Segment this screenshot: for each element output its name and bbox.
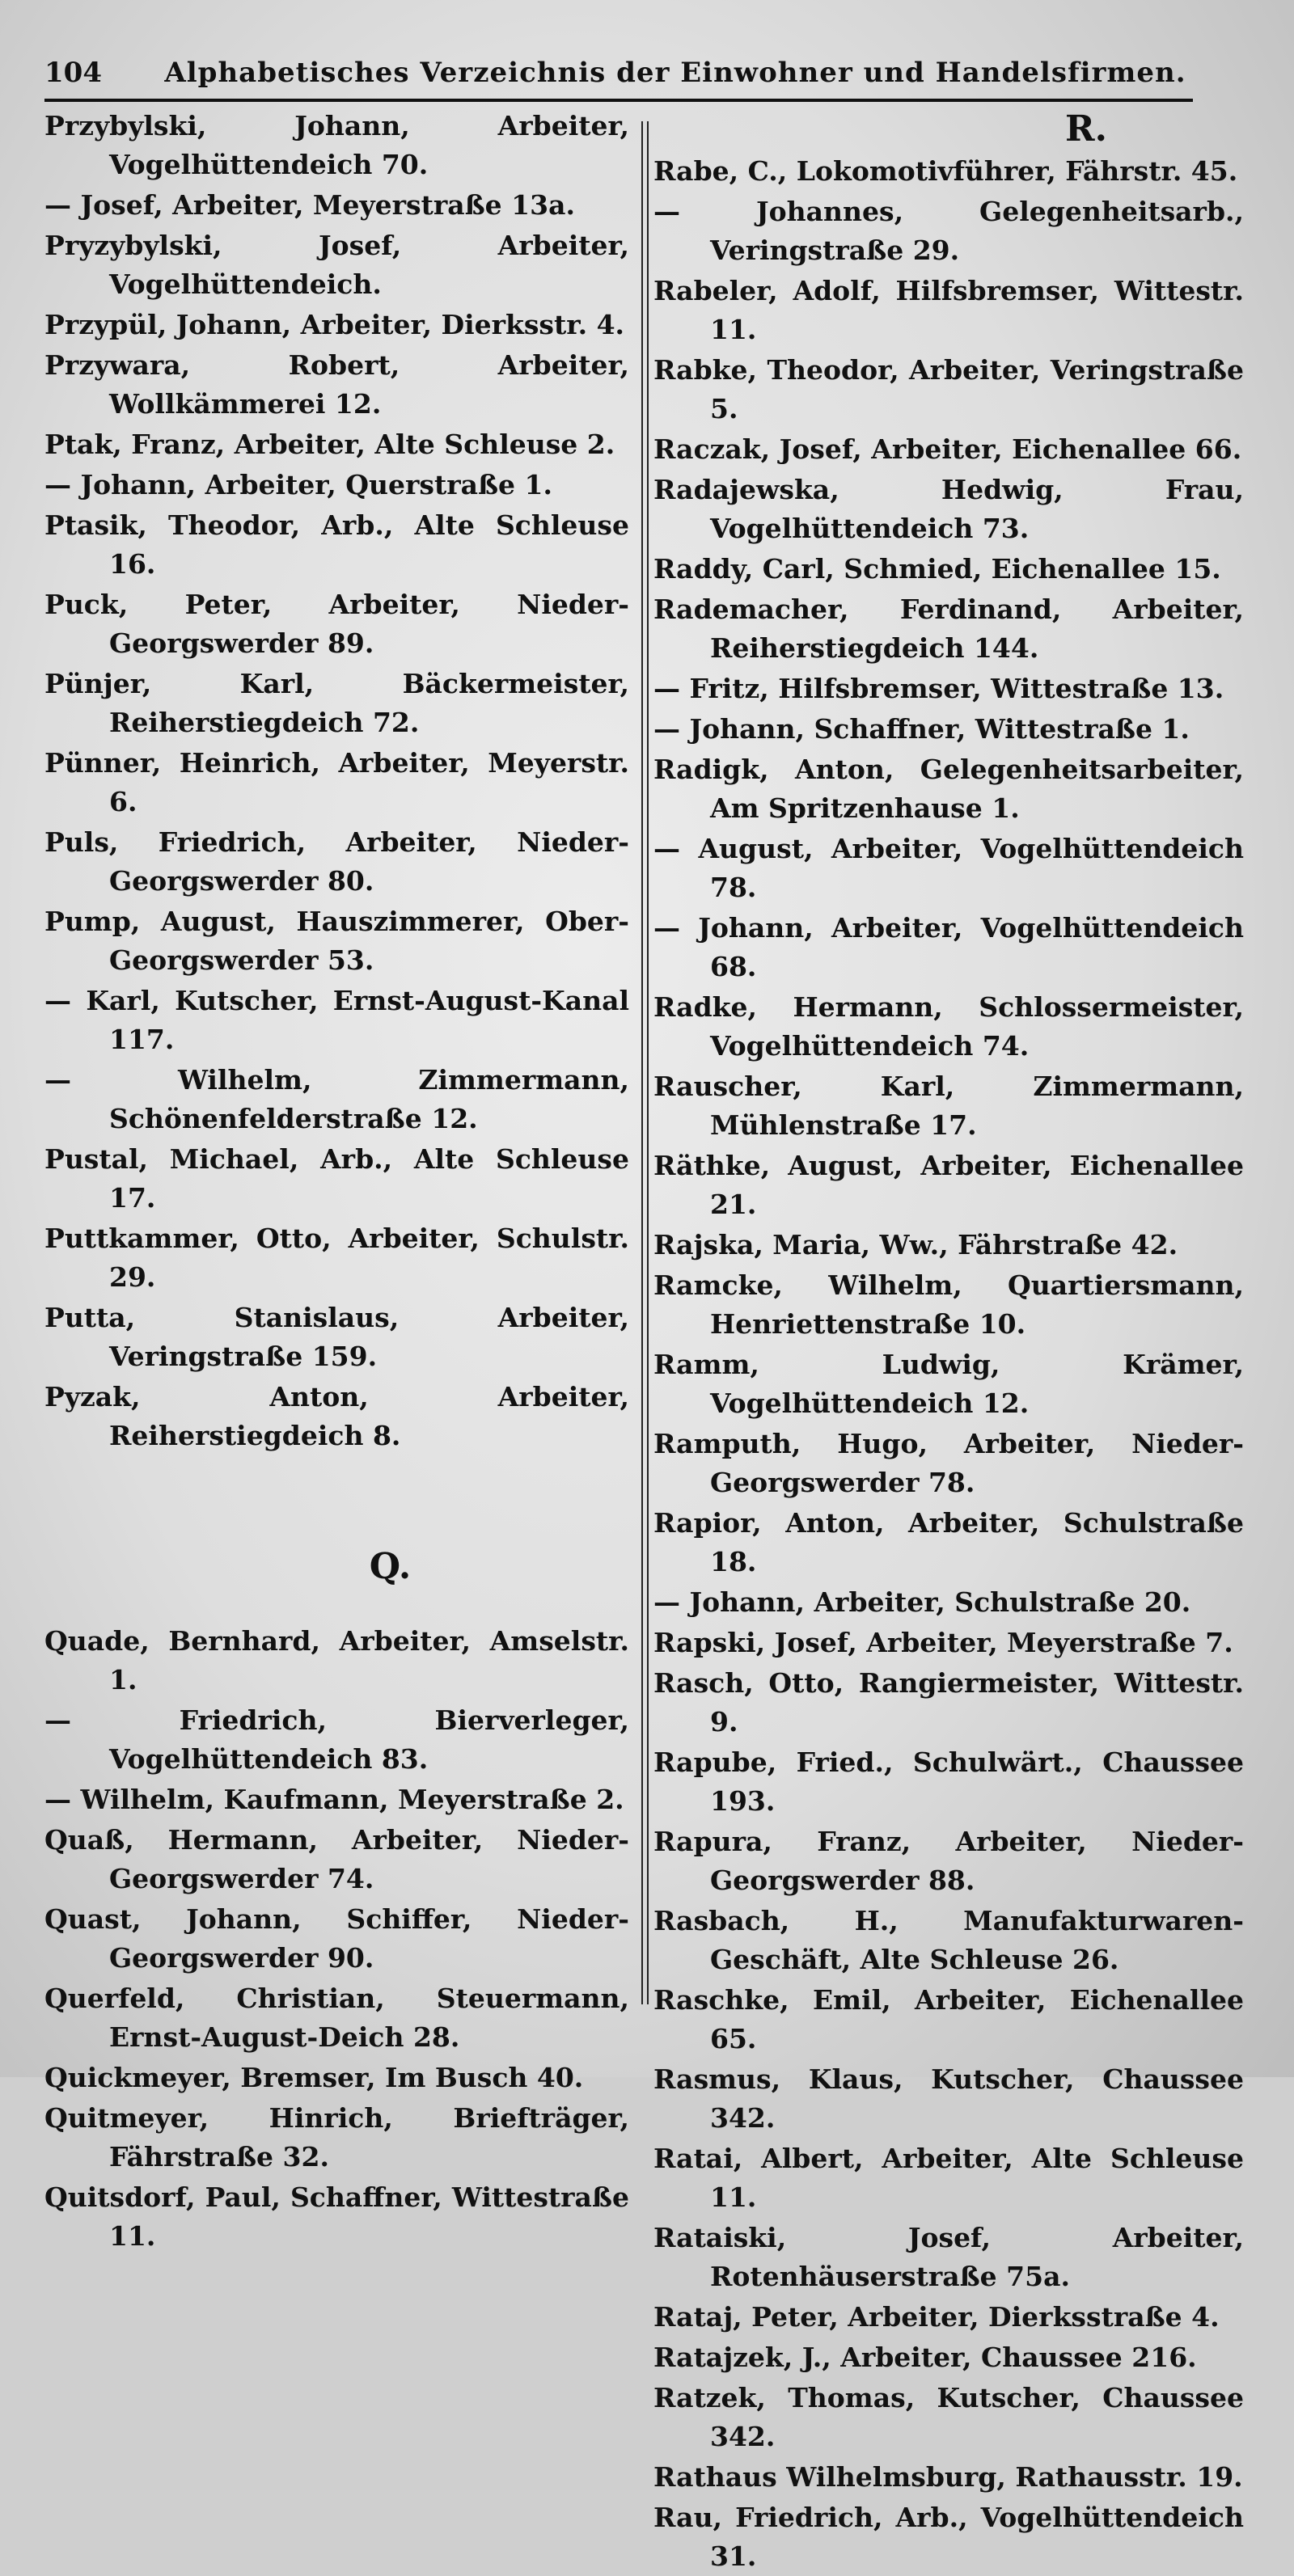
page-header (44, 49, 1193, 97)
directory-entry: Rabeler, Adolf, Hilfsbremser, Wittestr. 11. (653, 275, 1244, 345)
section-letter-r: R. (1065, 108, 1107, 150)
directory-entry: Rau, Friedrich, Arb., Vogelhüttendeich 31. (653, 2502, 1244, 2572)
directory-entry: Rapube, Fried., Schulwärt., Chaussee 193. (653, 1746, 1244, 1817)
directory-entry: Putta, Stanislaus, Arbeiter, Veringstraße 159. (44, 1302, 629, 1372)
directory-entry: Raschke, Emil, Arbeiter, Eichenallee 65. (653, 1984, 1244, 2054)
directory-entry: Quast, Johann, Schiffer, Nieder-Georgswerder 90. (44, 1903, 629, 1974)
directory-entry: — Wilhelm, Kaufmann, Meyerstraße 2. (44, 1784, 624, 1815)
directory-entry: Radajewska, Hedwig, Frau, Vogelhüttendeich 73. (653, 474, 1244, 544)
directory-entry: Querfeld, Christian, Steuermann, Ernst-August-Deich 28. (44, 1983, 629, 2053)
directory-entry: Radke, Hermann, Schlossermeister, Vogelhüttendeich 74. (653, 991, 1244, 1062)
directory-entry: Pump, August, Hauszimmerer, Ober-Georgswerder 53. (44, 906, 629, 976)
directory-entry: Rathaus Wilhelmsburg, Rathausstr. 19. (653, 2461, 1243, 2493)
directory-entry: Puls, Friedrich, Arbeiter, Nieder-Georgswerder 80. (44, 826, 629, 897)
directory-entry: Rataiski, Josef, Arbeiter, Rotenhäuserstraße 75a. (653, 2222, 1244, 2292)
directory-entry: Rasbach, H., Manufakturwaren-Geschäft, Alte Schleuse 26. (653, 1905, 1244, 1975)
running-title: Alphabetisches Verzeichnis der Einwohner und Handelsfirmen. (164, 57, 1186, 89)
directory-entry: Pustal, Michael, Arb., Alte Schleuse 17. (44, 1143, 629, 1214)
directory-entry: Pyzak, Anton, Arbeiter, Reiherstiegdeich 8. (44, 1381, 629, 1451)
directory-entry: — Wilhelm, Zimmermann, Schönenfelderstraße 12. (44, 1064, 629, 1134)
entries-p (44, 107, 639, 1455)
directory-entry: — Josef, Arbeiter, Meyerstraße 13a. (44, 189, 575, 221)
directory-entry: Przybylski, Johann, Arbeiter, Vogelhüttendeich 70. (44, 110, 629, 180)
section-letter-q: Q. (369, 1546, 412, 1587)
page-number: 104 (44, 57, 102, 89)
column-divider (641, 121, 649, 2004)
directory-entry: Ptasik, Theodor, Arb., Alte Schleuse 16. (44, 509, 629, 580)
directory-entry: Rasmus, Klaus, Kutscher, Chaussee 342. (653, 2063, 1244, 2134)
directory-entry: Rapura, Franz, Arbeiter, Nieder-Georgswerder 88. (653, 1826, 1244, 1896)
directory-entry: Radigk, Anton, Gelegenheitsarbeiter, Am Spritzenhause 1. (653, 754, 1244, 824)
directory-entry: Przypül, Johann, Arbeiter, Dierksstr. 4. (44, 309, 625, 340)
directory-entry: Puttkammer, Otto, Arbeiter, Schulstr. 29. (44, 1223, 629, 1293)
right-column (653, 107, 1252, 2572)
directory-entry: Ramcke, Wilhelm, Quartiersmann, Henriettenstraße 10. (653, 1269, 1244, 1340)
directory-entry: Quade, Bernhard, Arbeiter, Amselstr. 1. (44, 1625, 629, 1696)
directory-entry: Rabke, Theodor, Arbeiter, Veringstraße 5. (653, 354, 1244, 424)
directory-entry: — August, Arbeiter, Vogelhüttendeich 78. (653, 833, 1244, 903)
directory-entry: Quickmeyer, Bremser, Im Busch 40. (44, 2062, 584, 2093)
directory-entry: Ramm, Ludwig, Krämer, Vogelhüttendeich 12. (653, 1349, 1244, 1419)
directory-entry: Ptak, Franz, Arbeiter, Alte Schleuse 2. (44, 429, 615, 460)
directory-entry: Pryzybylski, Josef, Arbeiter, Vogelhüttendeich. (44, 230, 629, 300)
directory-entry: Przywara, Robert, Arbeiter, Wollkämmerei 12. (44, 349, 629, 420)
directory-entry: Rabe, C., Lokomotivführer, Fährstr. 45. (653, 155, 1238, 187)
directory-entry: Quitsdorf, Paul, Schaffner, Wittestraße 11. (44, 2181, 629, 2252)
directory-entry: Raddy, Carl, Schmied, Eichenallee 15. (653, 553, 1221, 585)
directory-entry: Ratai, Albert, Arbeiter, Alte Schleuse 11. (653, 2143, 1244, 2213)
directory-entry: — Johannes, Gelegenheitsarb., Veringstraße 29. (653, 196, 1244, 266)
directory-entry: — Johann, Arbeiter, Querstraße 1. (44, 469, 552, 500)
directory-entry: Ratajzek, J., Arbeiter, Chaussee 216. (653, 2342, 1197, 2373)
directory-entry: Ramputh, Hugo, Arbeiter, Nieder-Georgswerder 78. (653, 1428, 1244, 1498)
entries-q (44, 1622, 639, 2256)
directory-entry: Pünjer, Karl, Bäckermeister, Reiherstiegdeich 72. (44, 668, 629, 738)
entries-r (653, 152, 1252, 2576)
directory-entry: Quaß, Hermann, Arbeiter, Nieder-Georgswerder 74. (44, 1824, 629, 1894)
directory-entry: Rauscher, Karl, Zimmermann, Mühlenstraße 17. (653, 1071, 1244, 1141)
directory-entry: — Johann, Arbeiter, Vogelhüttendeich 68. (653, 912, 1244, 982)
directory-entry: — Johann, Arbeiter, Schulstraße 20. (653, 1586, 1191, 1618)
directory-entry: Rapski, Josef, Arbeiter, Meyerstraße 7. (653, 1627, 1233, 1658)
directory-entry: Raczak, Josef, Arbeiter, Eichenallee 66. (653, 433, 1242, 465)
directory-entry: Quitmeyer, Hinrich, Briefträger, Fährstraße 32. (44, 2102, 629, 2173)
directory-entry: Rapior, Anton, Arbeiter, Schulstraße 18. (653, 1507, 1244, 1577)
directory-entry: — Friedrich, Bierverleger, Vogelhüttendeich 83. (44, 1704, 629, 1775)
directory-entry: Räthke, August, Arbeiter, Eichenallee 21. (653, 1150, 1244, 1220)
directory-entry: Rademacher, Ferdinand, Arbeiter, Reiherstiegdeich 144. (653, 593, 1244, 664)
directory-entry: Rajska, Maria, Ww., Fährstraße 42. (653, 1229, 1178, 1261)
directory-entry: Ratzek, Thomas, Kutscher, Chaussee 342. (653, 2382, 1244, 2452)
directory-entry: Puck, Peter, Arbeiter, Nieder-Georgswerder 89. (44, 589, 629, 659)
header-rule (44, 99, 1193, 102)
directory-entry: Rasch, Otto, Rangiermeister, Wittestr. 9. (653, 1667, 1244, 1738)
directory-entry: Rataj, Peter, Arbeiter, Dierksstraße 4. (653, 2301, 1220, 2333)
directory-entry: — Johann, Schaffner, Wittestraße 1. (653, 713, 1190, 745)
left-column (44, 107, 639, 2252)
directory-entry: — Karl, Kutscher, Ernst-August-Kanal 117. (44, 985, 629, 1055)
directory-entry: — Fritz, Hilfsbremser, Wittestraße 13. (653, 673, 1224, 704)
directory-entry: Pünner, Heinrich, Arbeiter, Meyerstr. 6. (44, 747, 629, 817)
